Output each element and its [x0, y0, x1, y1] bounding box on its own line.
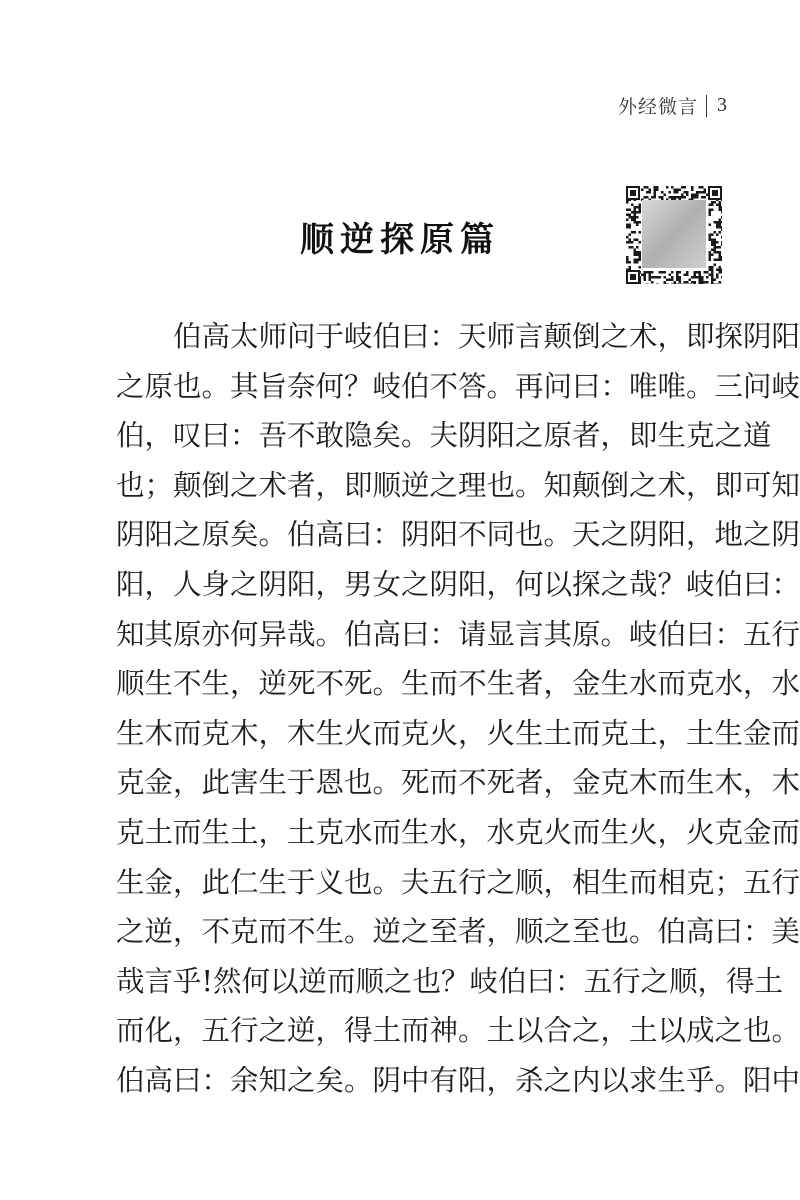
body-line: 克金，此害生于恩也。死而不死者，金克木而生木，木	[116, 766, 800, 800]
body-line: 生金，此仁生于义也。夫五行之顺，相生而相克；五行	[116, 865, 800, 899]
body-line: 也；颠倒之术者，即顺逆之理也。知颠倒之术，即可知	[116, 468, 800, 502]
body-line: 阴阳之原矣。伯高曰：阴阳不同也。天之阴阳，地之阴	[116, 518, 800, 552]
chapter-title: 顺逆探原篇	[300, 220, 500, 260]
body-text	[116, 312, 800, 1106]
book-title: 外经微言	[617, 96, 698, 118]
body-line: 伯高太师问于岐伯曰：天师言颠倒之术，即探阴阳	[116, 320, 800, 353]
body-line: 顺生不生，逆死不死。生而不生者，金生水而克水，水	[116, 667, 800, 701]
body-line: 哉言乎!然何以逆而顺之也？岐伯曰：五行之顺，得土	[116, 964, 783, 998]
body-line: 之逆，不克而不生。逆之至者，顺之至也。伯高曰：美	[116, 915, 800, 949]
body-line: 伯高曰：余知之矣。阴中有阳，杀之内以求生乎。阳中	[116, 1063, 800, 1097]
page-number: 3	[717, 94, 728, 116]
qr-code-icon[interactable]	[626, 186, 722, 284]
header-divider	[706, 95, 707, 117]
body-line: 阳，人身之阴阳，男女之阴阳，何以探之哉？岐伯曰：	[116, 567, 800, 601]
body-line: 伯，叹曰：吾不敢隐矣。夫阴阳之原者，即生克之道	[116, 419, 772, 453]
qr-code-graphic	[626, 186, 722, 284]
running-header	[618, 92, 728, 119]
body-line: 知其原亦何异哉。伯高曰：请显言其原。岐伯曰：五行	[116, 617, 800, 651]
body-line: 之原也。其旨奈何？岐伯不答。再问曰：唯唯。三问岐	[116, 369, 800, 403]
body-line: 而化，五行之逆，得土而神。土以合之，土以成之也。	[116, 1014, 800, 1048]
body-line: 生木而克木，木生火而克火，火生土而克土，土生金而	[116, 716, 800, 750]
body-line: 克土而生土，土克水而生水，水克火而生火，火克金而	[116, 815, 800, 849]
